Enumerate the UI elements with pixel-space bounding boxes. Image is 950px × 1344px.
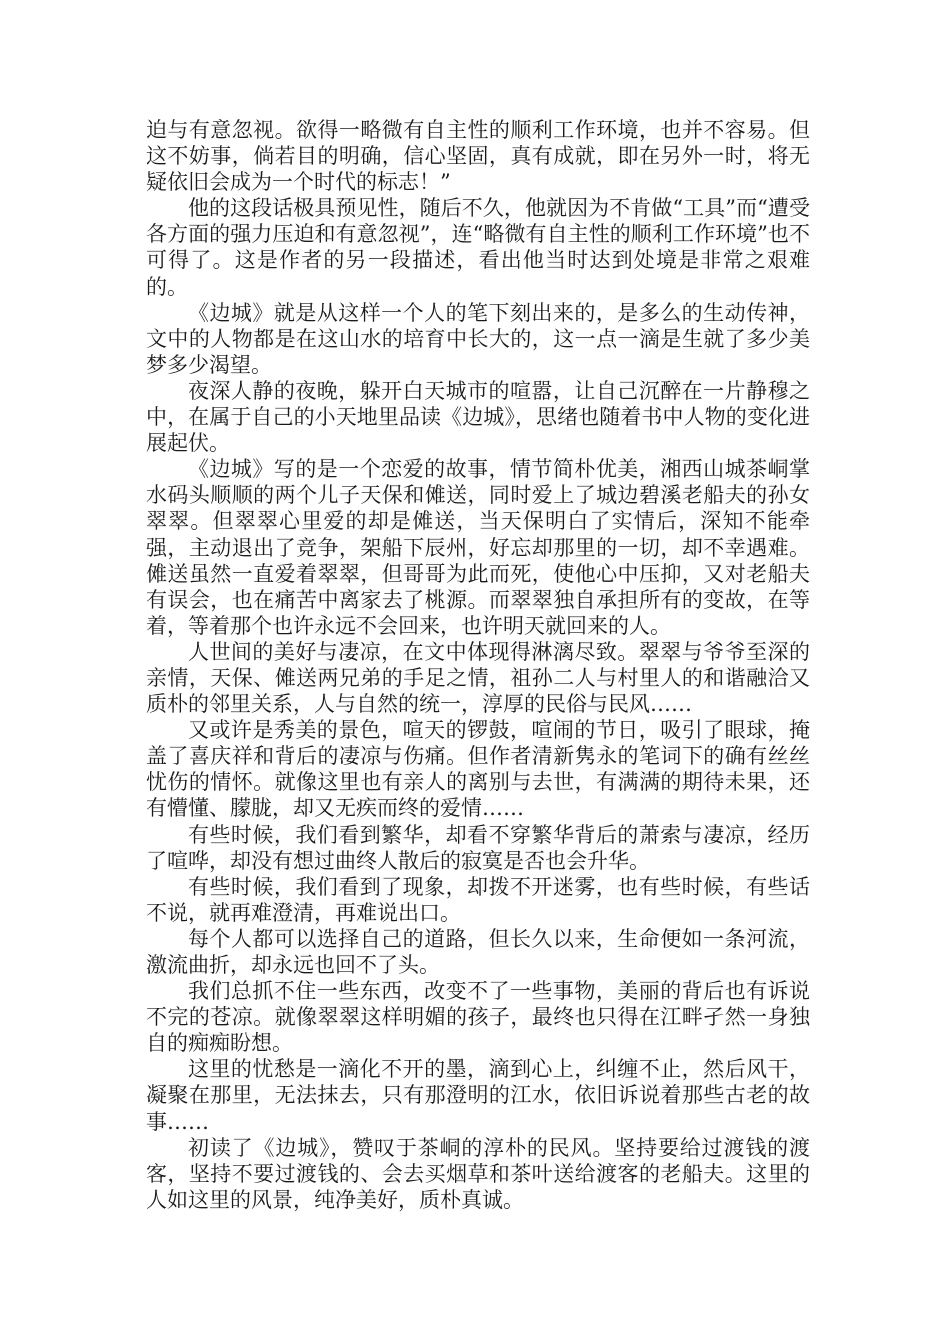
paragraph-prosperity: 有些时候，我们看到繁华，却看不穿繁华背后的萧索与凄凉，经历了喧哗，却没有想过曲终人散后的寂寞是否也会升华。 xyxy=(146,822,810,873)
paragraph-prediction: 他的这段话极具预见性，随后不久，他就因为不肯做“工具”而“遭受各方面的强力压迫和有意忽视”，连“略微有自主性的顺利工作环境”也不可得了。这是作者的另一段描述，看出他当时达到处境是非常之艰难的。 xyxy=(146,196,810,299)
paragraph-beauty-and-sorrow: 人世间的美好与凄凉，在文中体现得淋漓尽致。翠翠与爷爷至深的亲情，天保、傩送两兄弟的手足之情，祖孙二人与村里人的和谐融洽又质朴的邻里关系，人与自然的统一，淳厚的民俗与民风…… xyxy=(146,639,810,717)
document-page xyxy=(146,117,810,1213)
paragraph-continuation: 迫与有意忽视。欲得一略微有自主性的顺利工作环境，也并不容易。但这不妨事，倘若目的明确，信心坚固，真有成就，即在另外一时，将无疑依旧会成为一个时代的标志！” xyxy=(146,118,810,195)
paragraph-life-river: 每个人都可以选择自己的道路，但长久以来，生命便如一条河流，激流曲折，却永远也回不了头。 xyxy=(146,926,810,977)
paragraph-scenery: 又或许是秀美的景色，喧天的锣鼓，喧闹的节日，吸引了眼球，掩盖了喜庆祥和背后的凄凉与伤痛。但作者清新隽永的笔词下的确有丝丝忧伤的情怀。就像这里也有亲人的离别与去世，有满满的期待未果，还有懵懂、朦胧，却又无疾而终的爱情…… xyxy=(146,718,810,821)
paragraph-phenomena: 有些时候，我们看到了现象，却拨不开迷雾，也有些时候，有些话不说，就再难澄清，再难说出口。 xyxy=(146,874,810,925)
paragraph-night-reading: 夜深人静的夜晚，躲开白天城市的喧嚣，让自己沉醉在一片静穆之中，在属于自己的小天地里品读《边城》，思绪也随着书中人物的变化进展起伏。 xyxy=(146,378,810,456)
paragraph-sorrow-ink: 这里的忧愁是一滴化不开的墨，滴到心上，纠缠不止，然后风干，凝聚在那里，无法抹去，只有那澄明的江水，依旧诉说着那些古老的故事…… xyxy=(146,1057,810,1134)
paragraph-story-summary: 《边城》写的是一个恋爱的故事，情节简朴优美，湘西山城茶峒掌水码头顺顺的两个儿子天保和傩送，同时爱上了城边碧溪老船夫的孙女翠翠。但翠翠心里爱的却是傩送，当天保明白了实情后，深知不能牵强，主动退出了竞争，架船下辰州，好忘却那里的一切，却不幸遇难。傩送虽然一直爱着翠翠，但哥哥为此而死，使他心中压抑，又对老船夫有误会，也在痛苦中离家去了桃源。而翠翠独自承担所有的变故，在等着，等着那个也许永远不会回来，也许明天就回来的人。 xyxy=(146,457,810,638)
paragraph-author-origin: 《边城》就是从这样一个人的笔下刻出来的，是多么的生动传神，文中的人物都是在这山水的培育中长大的，这一点一滴是生就了多少美梦多少渴望。 xyxy=(146,300,810,377)
paragraph-first-reading: 初读了《边城》，赞叹于茶峒的淳朴的民风。坚持要给过渡钱的渡客，坚持不要过渡钱的、会去买烟草和茶叶送给渡客的老船夫。这里的人如这里的风景，纯净美好，质朴真诚。 xyxy=(146,1135,810,1212)
paragraph-desolation: 我们总抓不住一些东西，改变不了一些事物，美丽的背后也有诉说不完的苍凉。就像翠翠这样明媚的孩子，最终也只得在江畔孑然一身独自的痴痴盼想。 xyxy=(146,979,810,1056)
